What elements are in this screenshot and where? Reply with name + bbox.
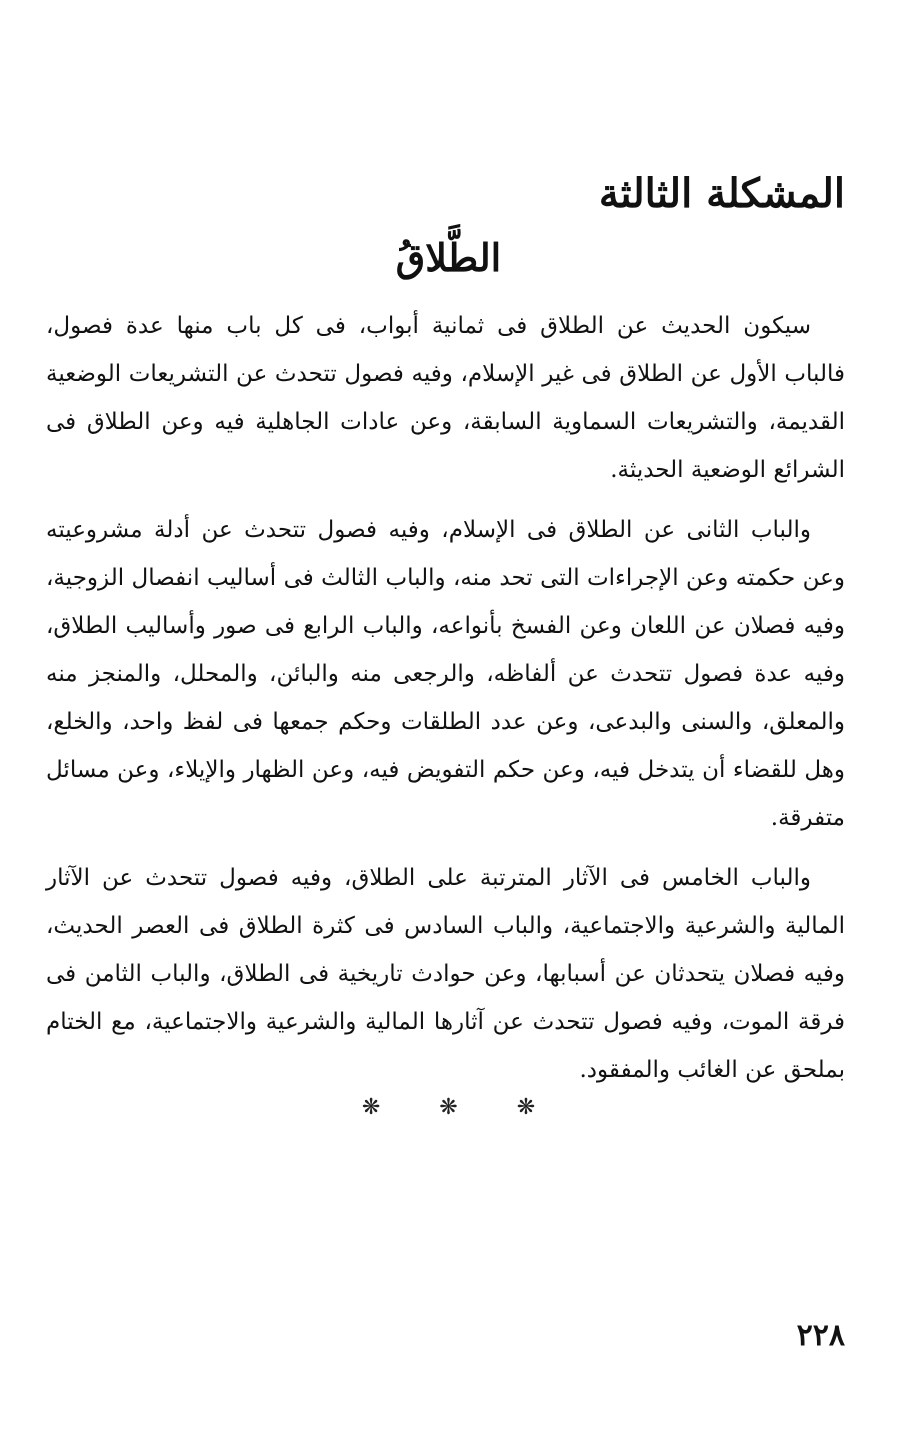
paragraph-1: سيكون الحديث عن الطلاق فى ثمانية أبواب، فى كل باب منها عدة فصول، فالباب الأول عن الطلاق فى غير الإسلام، وفيه فصول تتحدث عن التشريعات الوضعية القديمة، والتشريعات السماوية السابقة، وعن عادات الجاهلية فيه وعن الطلاق فى الشرائع الوضعية الحديثة. [46,313,845,483]
paragraph-3: والباب الخامس فى الآثار المترتبة على الطلاق، وفيه فصول تتحدث عن الآثار المالية والشرعية والاجتماعية، والباب السادس فى كثرة الطلاق فى العصر الحديث، وفيه فصلان يتحدثان عن أسبابها، وعن حوادث تاريخية فى الطلاق، والباب الثامن فى فرقة الموت، وفيه فصول تتحدث عن آثارها المالية والشرعية والاجتماعية، مع الختام بملحق عن الغائب والمفقود. [46,865,845,1083]
section-separator: ❋ ❋ ❋ [361,1095,562,1120]
section-title: الطَّلاقُ [395,235,502,280]
chapter-title: المشكلة الثالثة [598,170,845,217]
body-text [46,302,845,1106]
page-number: ٢٢٨ [796,1318,845,1353]
paragraph-2: والباب الثانى عن الطلاق فى الإسلام، وفيه فصول تتحدث عن أدلة مشروعيته وعن حكمته وعن الإجراءات التى تحد منه، والباب الثالث فى أساليب انفصال الزوجية، وفيه فصلان عن اللعان وعن الفسخ بأنواعه، والباب الرابع فى صور وأساليب الطلاق، وفيه عدة فصول تتحدث عن ألفاظه، والرجعى منه والبائن، والمحلل، والمنجز منه والمعلق، والسنى والبدعى، وعن عدد الطلقات وحكم جمعها فى لفظ واحد، والخلع، وهل للقضاء أن يتدخل فيه، وعن حكم التفويض فيه، وعن الظهار والإيلاء، وعن مسائل متفرقة. [46,517,845,831]
